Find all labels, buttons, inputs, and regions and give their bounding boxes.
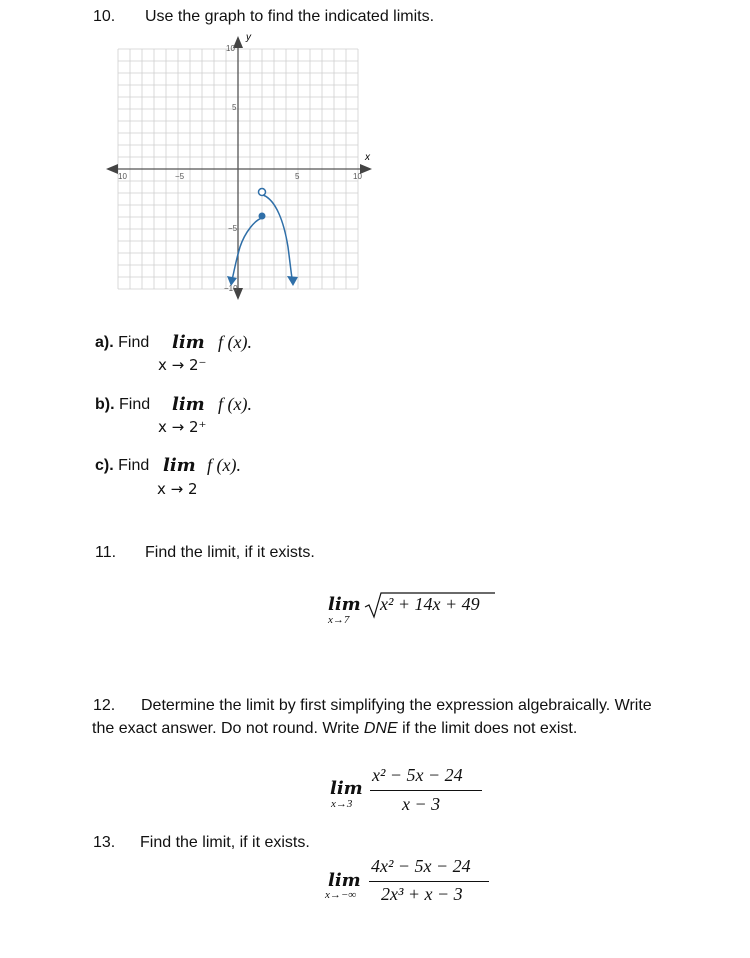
tick-x-neg5: −5 <box>175 172 185 181</box>
q12-lim: lim <box>330 778 363 799</box>
part-b <box>95 396 150 414</box>
q13-denominator: 2x³ + x − 3 <box>381 884 463 904</box>
part-c-find: Find <box>118 457 150 474</box>
q13-numerator: 4x² − 5x − 24 <box>371 856 471 876</box>
part-b-func: f (x). <box>218 394 252 414</box>
q10-number: 10. <box>93 8 116 25</box>
q11-prompt: Find the limit, if it exists. <box>145 544 315 561</box>
part-b-approach: x → 2⁺ <box>158 418 207 436</box>
part-a-approach: x → 2⁻ <box>158 356 207 374</box>
x-axis-label: x <box>365 152 370 163</box>
q12-prompt-line1: Determine the limit by first simplifying the expression algebraically. Write <box>141 697 652 714</box>
right-curve-arrow <box>287 276 298 286</box>
q12-sub: x→3 <box>331 798 353 810</box>
q13-lim: lim <box>328 870 361 891</box>
part-a <box>95 334 149 352</box>
x-axis-arrow-left <box>106 164 118 174</box>
q12-prompt-line2: the exact answer. Do not round. Write DNE if the limit does not exist. <box>92 720 578 737</box>
part-c-approach: x → 2 <box>157 480 198 498</box>
q12-number: 12. <box>93 697 116 714</box>
q11-radicand: x² + 14x + 49 <box>380 594 480 614</box>
open-point <box>259 189 266 196</box>
tick-y-5: 5 <box>232 103 237 112</box>
part-c <box>95 457 149 475</box>
y-axis-label: y <box>246 32 251 43</box>
part-c-lim: lim <box>163 455 196 476</box>
q11-sub: x→7 <box>328 614 350 626</box>
right-curve <box>263 195 292 278</box>
q10-graph <box>100 32 380 302</box>
part-a-func: f (x). <box>218 332 252 352</box>
tick-x-5: 5 <box>295 172 300 181</box>
part-c-func: f (x). <box>207 455 241 475</box>
part-a-label: a). <box>95 334 114 351</box>
closed-point <box>259 213 266 220</box>
q12-fraction-bar <box>370 790 482 791</box>
q10-prompt: Use the graph to find the indicated limits. <box>145 8 435 25</box>
tick-y-neg10: −10 <box>224 284 238 293</box>
q12-dne: DNE <box>363 720 398 737</box>
graph-axes <box>106 36 372 300</box>
q13-number: 13. <box>93 834 116 851</box>
tick-y-10: 10 <box>226 44 235 53</box>
q11-lim: lim <box>328 594 361 615</box>
q13-sub: x→−∞ <box>325 889 357 901</box>
q13-prompt: Find the limit, if it exists. <box>140 834 310 851</box>
tick-x-neg10: 10 <box>118 172 127 181</box>
part-c-label: c). <box>95 457 114 474</box>
q13-fraction-bar <box>369 881 489 882</box>
part-b-lim: lim <box>172 394 205 415</box>
tick-x-10: 10 <box>353 172 362 181</box>
q12-numerator: x² − 5x − 24 <box>372 765 463 785</box>
part-a-lim: lim <box>172 332 205 353</box>
part-b-find: Find <box>119 396 151 413</box>
part-a-find: Find <box>118 334 150 351</box>
tick-y-neg5: −5 <box>228 224 238 233</box>
q12-denominator: x − 3 <box>402 794 441 814</box>
part-b-label: b). <box>95 396 115 413</box>
q11-number: 11. <box>95 544 117 561</box>
